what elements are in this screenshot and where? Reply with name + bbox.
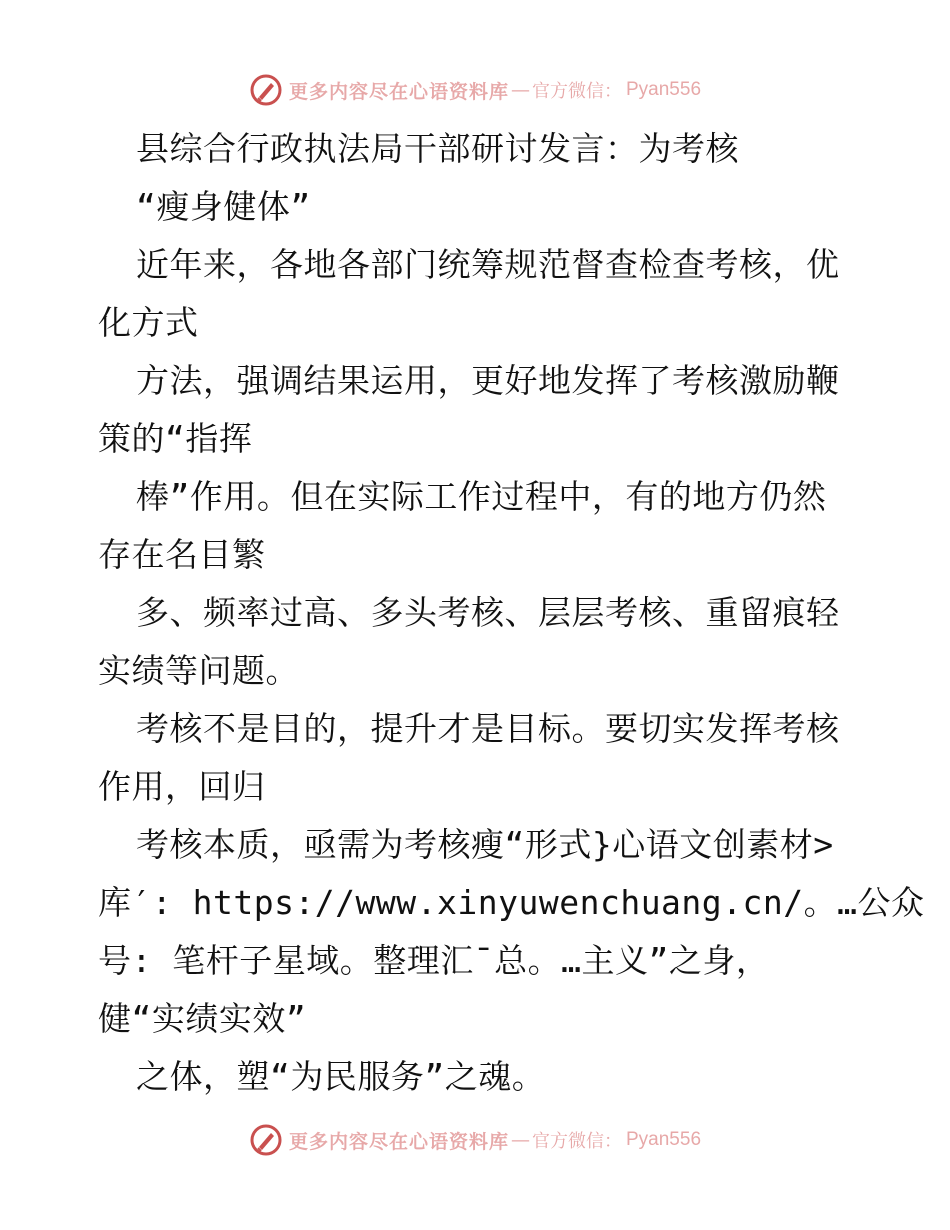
body-line: 号: 笔杆子星域。整理汇¯总。…主义”之身， xyxy=(98,941,770,980)
footer-banner xyxy=(0,1120,950,1160)
body-line: 作用，回归 xyxy=(98,767,266,806)
banner-text: 更多内容尽在心语资料库 xyxy=(288,1130,509,1153)
header-banner xyxy=(0,70,950,110)
body-line: 存在名目繁 xyxy=(98,535,266,574)
document-body xyxy=(98,120,925,1106)
banner-wechat-label: 官方微信： xyxy=(532,1131,622,1152)
body-line: 策的“指挥 xyxy=(98,419,253,458)
banner-text: 更多内容尽在心语资料库 xyxy=(288,80,509,103)
body-line: 库′: https://www.xinyuwenchuang.cn/。…公众 xyxy=(98,883,925,922)
banner-separator: — xyxy=(511,1129,530,1151)
title-line-1: 县综合行政执法局干部研讨发言：为考核 xyxy=(136,129,739,168)
pen-logo-icon xyxy=(249,73,283,107)
body-line: 方法，强调结果运用，更好地发挥了考核激励鞭 xyxy=(136,361,840,400)
banner-separator: — xyxy=(511,79,530,101)
body-line: 化方式 xyxy=(98,303,199,342)
banner-wechat-id: Pyan556 xyxy=(626,1129,702,1150)
body-line: 健“实绩实效” xyxy=(98,999,307,1038)
banner-wechat-label: 官方微信： xyxy=(532,81,622,102)
body-line: 近年来，各地各部门统筹规范督查检查考核，优 xyxy=(136,245,840,284)
body-line: 考核不是目的，提升才是目标。要切实发挥考核 xyxy=(136,709,840,748)
title-line-2: “瘦身健体” xyxy=(136,187,311,226)
banner-wechat-id: Pyan556 xyxy=(626,79,702,100)
body-line: 棒”作用。但在实际工作过程中，有的地方仍然 xyxy=(136,477,827,516)
body-line: 实绩等问题。 xyxy=(98,651,299,690)
pen-logo-icon xyxy=(249,1123,283,1157)
body-line: 之体，塑“为民服务”之魂。 xyxy=(136,1057,546,1096)
body-line: 考核本质，亟需为考核瘦“形式}心语文创素材> xyxy=(136,825,834,864)
body-line: 多、频率过高、多头考核、层层考核、重留痕轻 xyxy=(136,593,840,632)
